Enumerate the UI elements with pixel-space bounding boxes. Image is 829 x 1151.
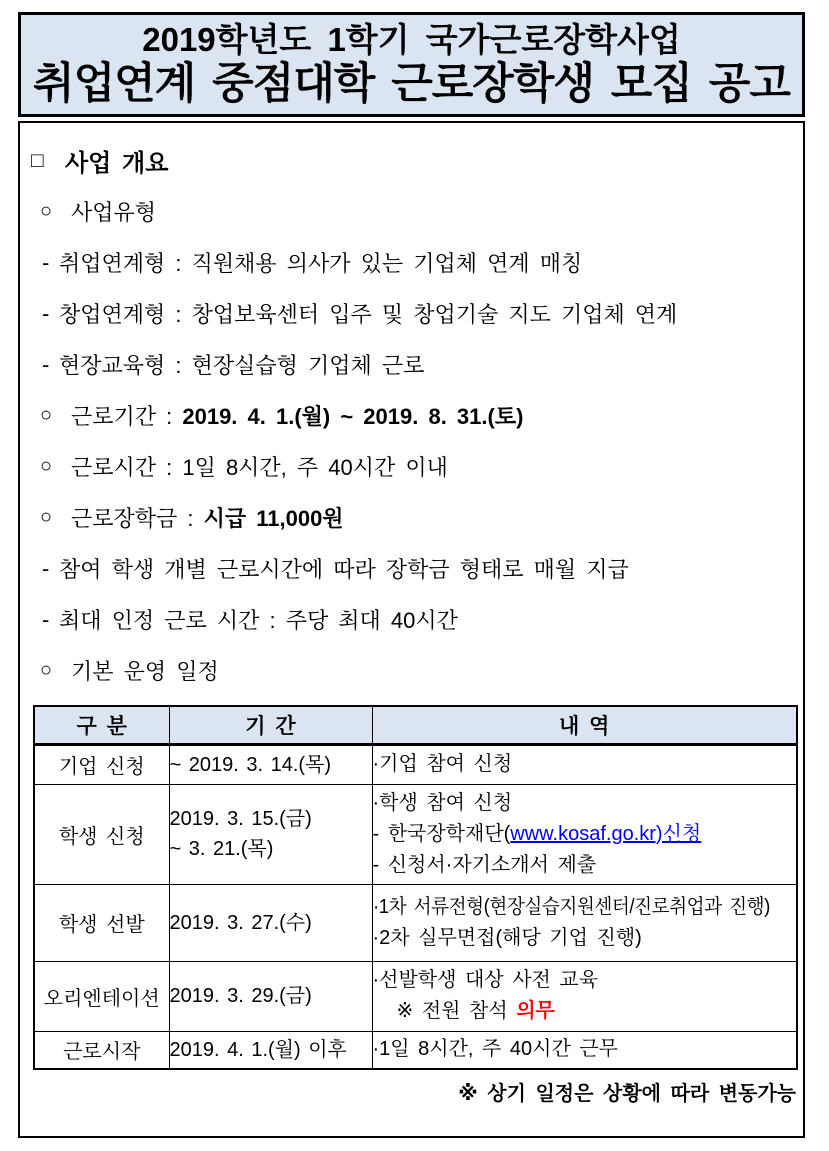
bullet-line-program-types — [20, 186, 803, 237]
title-banner — [18, 12, 805, 117]
bullet-text: 최대 인정 근로 시간 : 주당 최대 40시간 — [59, 608, 458, 633]
square-bullet-icon: □ — [31, 148, 44, 172]
schedule-table — [33, 705, 798, 1070]
circle-bullet-icon: ○ — [40, 200, 53, 222]
period-line-2: ~ 3. 21.(목) — [169, 838, 274, 860]
row-category: 기업 신청 — [34, 744, 169, 784]
circle-bullet-icon: ○ — [40, 659, 53, 681]
bullet-line-startup-type — [20, 288, 803, 339]
bullet-line-scholarship-pay — [20, 492, 803, 543]
row-category: 오리엔테이션 — [34, 961, 169, 1031]
bullet-text: 사업유형 — [71, 200, 157, 225]
schedule-footnote: ※ 상기 일정은 상황에 따라 변동가능 — [458, 1083, 796, 1105]
bullet-text: 근로시간 : 1일 8시간, 주 40시간 이내 — [71, 455, 448, 480]
row-details — [372, 884, 797, 961]
table-row-orientation — [34, 961, 797, 1031]
body-frame — [18, 121, 805, 1138]
bullet-text: 기본 운영 일정 — [71, 659, 219, 684]
detail-line: ·학생 참여 신청 — [372, 791, 513, 814]
table-header-row — [34, 706, 797, 744]
row-category: 학생 선발 — [34, 884, 169, 961]
row-period — [169, 784, 372, 884]
period-line-1: 2019. 3. 15.(금) — [169, 808, 312, 830]
dash-bullet-icon: - — [42, 249, 50, 275]
row-details — [372, 784, 797, 884]
circle-bullet-icon: ○ — [40, 404, 53, 426]
bullet-text: 근로장학금 : 시급 11,000원 — [71, 506, 344, 531]
header-details: 내 역 — [372, 706, 797, 744]
row-details — [372, 961, 797, 1031]
row-details: ·기업 참여 신청 — [372, 744, 797, 784]
row-category: 근로시작 — [34, 1031, 169, 1069]
detail-line: ·1차 서류전형(현장실습지원센터/진로취업과 진행) — [372, 895, 770, 918]
section-heading — [20, 135, 803, 186]
detail-line: ·선발학생 대상 사전 교육 — [372, 969, 599, 991]
row-details: ·1일 8시간, 주 40시간 근무 — [372, 1031, 797, 1069]
bullet-text: 현장교육형 : 현장실습형 기업체 근로 — [59, 353, 425, 378]
work-period-value: 2019. 4. 1.(월) ~ 2019. 8. 31.(토) — [182, 404, 524, 429]
kosaf-link[interactable]: www.kosaf.go.kr)신청 — [510, 822, 702, 845]
table-row-student-selection — [34, 884, 797, 961]
detail-line: - 신청서·자기소개서 제출 — [372, 853, 597, 876]
bullet-text: 취업연계형 : 직원채용 의사가 있는 기업체 연계 매칭 — [59, 251, 583, 276]
title-line-1: 2019학년도 1학기 국가근로장학사업 — [142, 20, 681, 58]
header-period: 기 간 — [169, 706, 372, 744]
table-row-company-apply — [34, 744, 797, 784]
dash-bullet-icon: - — [42, 555, 50, 581]
header-category: 구 분 — [34, 706, 169, 744]
bullet-line-monthly-payment — [20, 543, 803, 594]
section-heading-label: 사업 개요 — [65, 150, 169, 177]
dash-bullet-icon: - — [42, 606, 50, 632]
hourly-wage-value: 시급 11,000원 — [203, 506, 344, 531]
bullet-line-work-period — [20, 390, 803, 441]
bullet-text: 근로기간 : 2019. 4. 1.(월) ~ 2019. 8. 31.(토) — [71, 404, 524, 429]
bullet-text: 참여 학생 개별 근로시간에 따라 장학금 형태로 매월 지급 — [59, 557, 629, 582]
bullet-line-basic-schedule — [20, 645, 803, 696]
row-category: 학생 신청 — [34, 784, 169, 884]
table-row-work-start — [34, 1031, 797, 1069]
circle-bullet-icon: ○ — [40, 455, 53, 477]
table-row-student-apply — [34, 784, 797, 884]
row-period: 2019. 4. 1.(월) 이후 — [169, 1031, 372, 1069]
bullet-line-employment-type — [20, 237, 803, 288]
bullet-text: 창업연계형 : 창업보육센터 입주 및 창업기술 지도 기업체 연계 — [59, 302, 678, 327]
dash-bullet-icon: - — [42, 300, 50, 326]
bullet-line-work-hours — [20, 441, 803, 492]
bullet-line-max-hours — [20, 594, 803, 645]
detail-line-mandatory: ※ 전원 참석 의무 — [396, 1000, 555, 1022]
detail-line: - 한국장학재단(www.kosaf.go.kr)신청 — [372, 822, 702, 845]
row-period: 2019. 3. 29.(금) — [169, 961, 372, 1031]
dash-bullet-icon: - — [42, 351, 50, 377]
row-period: ~ 2019. 3. 14.(목) — [169, 744, 372, 784]
circle-bullet-icon: ○ — [40, 506, 53, 528]
overview-section — [20, 123, 803, 1106]
mandatory-highlight: 의무 — [516, 1000, 555, 1022]
row-period: 2019. 3. 27.(수) — [169, 884, 372, 961]
title-line-2: 취업연계 중점대학 근로장학생 모집 공고 — [33, 59, 790, 108]
bullet-line-field-training-type — [20, 339, 803, 390]
detail-line: ·2차 실무면접(해당 기업 진행) — [372, 926, 642, 949]
